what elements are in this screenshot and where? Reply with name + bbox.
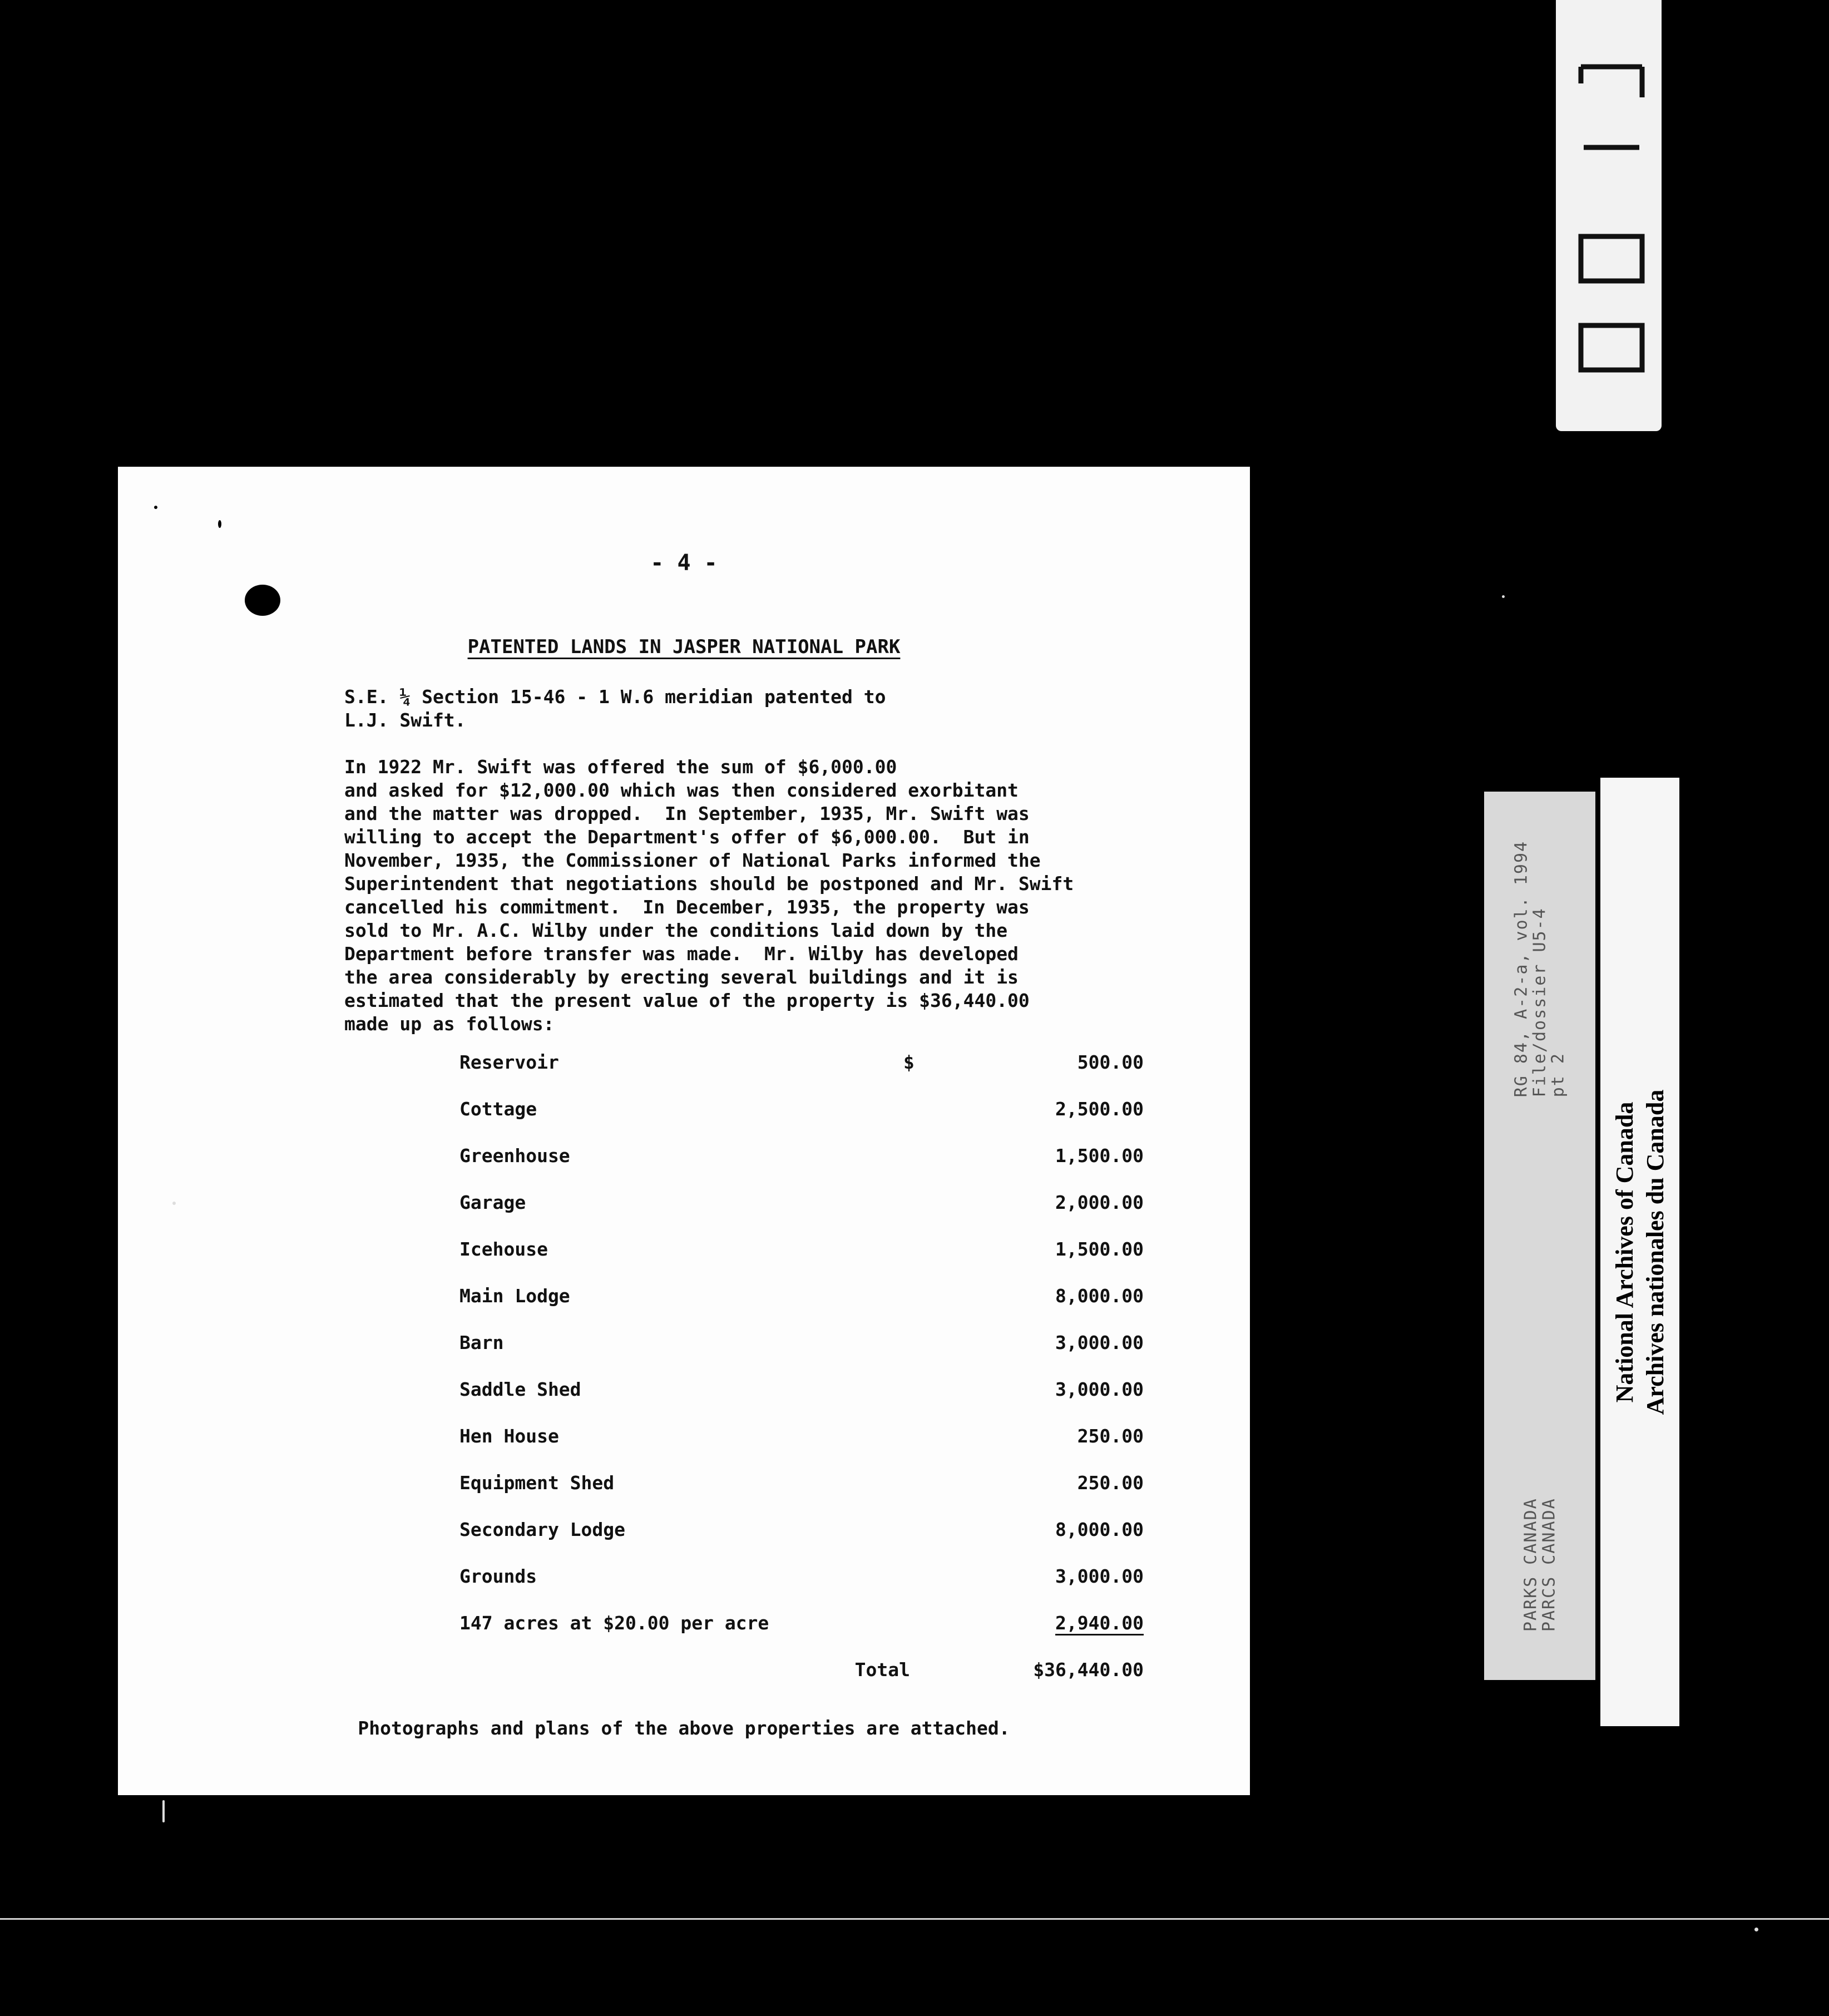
total-label: Total [854, 1659, 910, 1681]
item-amount: 2,940.00 [1055, 1612, 1144, 1634]
footer-note: Photographs and plans of the above properties are attached. [358, 1717, 1010, 1739]
item-amount: 2,500.00 [1055, 1098, 1144, 1120]
item-name: 147 acres at $20.00 per acre [459, 1612, 769, 1634]
document-title: PATENTED LANDS IN JASPER NATIONAL PARK [467, 636, 901, 658]
main-paragraph: In 1922 Mr. Swift was offered the sum of $6,000.00 and asked for $12,000.00 which was then considered exorbitant and the matter was dropped. In September, 1935, Mr. Swift was willing to accept the Department's offer of $6,000.00. But in November, 1935, the Commissioner of National Parks informed the Superintendent that negotiations should be postponed and Mr. Swift cancelled his commitment. In December, 1935, the property was sold to Mr. A.C. Wilby under the conditions laid down by the Department before transfer was made. Mr. Wilby has developed the area considerably by erecting several buildings and it is estimated that the present value of the property is $36,440.00 made up as follows: [344, 756, 1074, 1035]
item-name: Grounds [459, 1565, 537, 1587]
item-name: Main Lodge [459, 1285, 570, 1307]
speck-mark [218, 520, 221, 528]
document-page [118, 467, 1250, 1795]
item-name: Icehouse [459, 1238, 548, 1260]
item-amount: 1,500.00 [1055, 1145, 1144, 1167]
item-amount: 2,000.00 [1055, 1192, 1144, 1213]
item-name: Reservoir [459, 1051, 559, 1073]
item-amount: 8,000.00 [1055, 1285, 1144, 1307]
table-row [459, 1612, 1144, 1659]
archival-reference-text [1512, 840, 1568, 1631]
item-amount: 3,000.00 [1055, 1565, 1144, 1587]
item-name: Hen House [459, 1425, 559, 1447]
file-line: File/dossier U5-4 [1530, 907, 1550, 1097]
page-number: - 4 - [650, 550, 718, 576]
table-row [459, 1098, 1144, 1145]
item-amount: 250.00 [1077, 1472, 1144, 1494]
item-amount: 3,000.00 [1055, 1332, 1144, 1353]
film-speck [172, 1202, 176, 1205]
item-amount: 8,000.00 [1055, 1519, 1144, 1540]
film-speck [162, 1800, 165, 1822]
heading-paragraph: S.E. ¼ Section 15-46 - 1 W.6 meridian patented to L.J. Swift. [344, 686, 886, 731]
frame-digit-0-b [1581, 325, 1642, 370]
currency-symbol: $ [903, 1051, 914, 1073]
film-speck [1502, 595, 1505, 598]
table-row [459, 1425, 1144, 1472]
national-archives-label [1600, 778, 1679, 1726]
agency-label [1521, 1498, 1558, 1632]
ink-blot [245, 585, 280, 616]
valuation-table [459, 1051, 1144, 1706]
item-name: Barn [459, 1332, 504, 1353]
table-row [459, 1238, 1144, 1285]
item-amount: 1,500.00 [1055, 1238, 1144, 1260]
item-name: Equipment Shed [459, 1472, 615, 1494]
archival-reference-strip [1484, 792, 1595, 1680]
frame-number-digits [1556, 0, 1662, 431]
table-row [459, 1145, 1144, 1192]
item-name: Garage [459, 1192, 526, 1213]
part-line: pt 2 [1548, 1052, 1568, 1097]
item-amount: 3,000.00 [1055, 1378, 1144, 1400]
total-amount: $36,440.00 [1033, 1659, 1144, 1681]
frame-number-strip [1556, 0, 1662, 431]
archive-name-en: National Archives of Canada [1611, 1101, 1638, 1402]
table-row [459, 1565, 1144, 1612]
item-amount: 500.00 [1077, 1051, 1144, 1073]
frame-digit-0-a [1581, 236, 1642, 281]
archive-name-fr: Archives nationales du Canada [1642, 1089, 1669, 1415]
agency-line-fr: PARCS CANADA [1539, 1497, 1559, 1632]
table-row [459, 1378, 1144, 1425]
table-row [459, 1192, 1144, 1238]
record-group-line: RG 84, A-2-a, vol. 1994 [1511, 840, 1531, 1097]
table-row [459, 1519, 1144, 1565]
table-row [459, 1332, 1144, 1378]
frame-digit-7 [1581, 67, 1642, 97]
film-speck [1754, 1928, 1758, 1931]
agency-line-en: PARKS CANADA [1521, 1497, 1540, 1632]
national-archives-text [1609, 1089, 1670, 1415]
table-row [459, 1285, 1144, 1332]
item-name: Cottage [459, 1098, 537, 1120]
record-group-label [1512, 840, 1568, 1096]
item-name: Greenhouse [459, 1145, 570, 1167]
table-row [459, 1472, 1144, 1519]
item-name: Secondary Lodge [459, 1519, 626, 1540]
item-name: Saddle Shed [459, 1378, 581, 1400]
film-edge-line [0, 1918, 1829, 1920]
total-row [459, 1659, 1144, 1706]
table-row [459, 1051, 1144, 1098]
item-amount: 250.00 [1077, 1425, 1144, 1447]
speck-mark [154, 506, 157, 509]
